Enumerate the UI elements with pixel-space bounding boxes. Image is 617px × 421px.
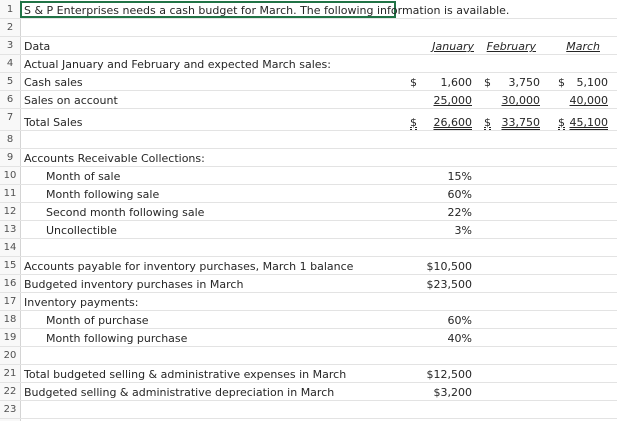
total-sales-mar[interactable]: 45,100 [569,116,608,129]
row-number[interactable]: 10 [3,170,17,181]
row-gridline [0,108,617,109]
sales-section-label[interactable]: Actual January and February and expected March sales: [24,58,331,71]
second-month-value[interactable]: 22% [447,206,472,219]
row-number[interactable]: 9 [6,152,14,163]
row-gridline [0,346,617,347]
title-cell[interactable]: S & P Enterprises needs a cash budget for March. The following information is available. [24,4,510,17]
row-number[interactable]: 4 [6,58,14,69]
row-number[interactable]: 11 [3,188,17,199]
inventory-purchases-value[interactable]: $23,500 [426,278,472,291]
row-gridline [0,220,617,221]
row-gridline [0,202,617,203]
sales-on-account-jan[interactable]: 25,000 [433,94,472,107]
row-gridline [0,418,617,419]
row-number[interactable]: 19 [3,332,17,343]
ar-collections-label[interactable]: Accounts Receivable Collections: [24,152,205,165]
row-gridline [0,292,617,293]
cash-sales-mar[interactable]: 5,100 [576,76,608,89]
sga-expenses-value[interactable]: $12,500 [426,368,472,381]
row-number[interactable]: 17 [3,296,17,307]
row-gridline [0,184,617,185]
row-gridline [0,130,617,131]
row-gridline [0,238,617,239]
row-gridline [0,148,617,149]
row-number[interactable]: 16 [3,278,17,289]
row-number[interactable]: 8 [6,134,14,145]
total-sales-mar-currency: $ [558,116,565,129]
cash-sales-jan[interactable]: 1,600 [440,76,472,89]
month-of-sale-label[interactable]: Month of sale [46,170,121,183]
row-gridline [0,256,617,257]
cash-sales-label[interactable]: Cash sales [24,76,83,89]
row-gridline [0,36,617,37]
sales-on-account-feb[interactable]: 30,000 [501,94,540,107]
month-following-sale-label[interactable]: Month following sale [46,188,160,201]
cash-sales-jan-currency: $ [410,76,417,89]
row-number[interactable]: 1 [6,4,14,15]
cash-sales-feb[interactable]: 3,750 [508,76,540,89]
row-number[interactable]: 22 [3,386,17,397]
sga-expenses-label[interactable]: Total budgeted selling & administrative expenses in March [24,368,347,381]
row-gridline [0,400,617,401]
sales-on-account-mar[interactable]: 40,000 [569,94,608,107]
ap-balance-label[interactable]: Accounts payable for inventory purchases, March 1 balance [24,260,354,273]
row-number[interactable]: 18 [3,314,17,325]
row-number[interactable]: 14 [3,242,17,253]
row-number[interactable]: 13 [3,224,17,235]
march-header[interactable]: March [566,40,600,53]
total-sales-feb-currency: $ [484,116,491,129]
total-sales-feb[interactable]: 33,750 [501,116,540,129]
inventory-purchases-label[interactable]: Budgeted inventory purchases in March [24,278,244,291]
row-gridline [0,166,617,167]
second-month-label[interactable]: Second month following sale [46,206,205,219]
row-gridline [0,310,617,311]
inventory-payments-label[interactable]: Inventory payments: [24,296,139,309]
row-number[interactable]: 2 [6,22,14,33]
row-number[interactable]: 15 [3,260,17,271]
row-gridline [0,72,617,73]
january-header[interactable]: January [432,40,474,53]
row-number[interactable]: 6 [6,94,14,105]
row-number[interactable]: 12 [3,206,17,217]
month-following-purchase-value[interactable]: 40% [447,332,472,345]
february-header[interactable]: February [486,40,536,53]
row-number[interactable]: 23 [3,404,17,415]
month-following-purchase-label[interactable]: Month following purchase [46,332,188,345]
uncollectible-label[interactable]: Uncollectible [46,224,117,237]
row-number[interactable]: 5 [6,76,14,87]
total-sales-label[interactable]: Total Sales [24,116,83,129]
data-header[interactable]: Data [24,40,51,53]
total-sales-jan[interactable]: 26,600 [433,116,472,129]
row-gridline [0,328,617,329]
cash-sales-feb-currency: $ [484,76,491,89]
month-following-sale-value[interactable]: 60% [447,188,472,201]
cash-sales-mar-currency: $ [558,76,565,89]
row-number[interactable]: 3 [6,40,14,51]
row-number[interactable]: 7 [6,112,14,123]
row-gridline [0,382,617,383]
sga-depreciation-label[interactable]: Budgeted selling & administrative depreciation in March [24,386,335,399]
ap-balance-value[interactable]: $10,500 [426,260,472,273]
sales-on-account-label[interactable]: Sales on account [24,94,118,107]
month-of-purchase-label[interactable]: Month of purchase [46,314,149,327]
row-number[interactable]: 21 [3,368,17,379]
month-of-purchase-value[interactable]: 60% [447,314,472,327]
month-of-sale-value[interactable]: 15% [447,170,472,183]
row-gridline [0,364,617,365]
row-number[interactable]: 20 [3,350,17,361]
row-gridline [0,90,617,91]
total-sales-jan-currency: $ [410,116,417,129]
row-gridline [0,54,617,55]
uncollectible-value[interactable]: 3% [454,224,472,237]
sga-depreciation-value[interactable]: $3,200 [433,386,472,399]
row-gridline [0,18,617,19]
row-gridline [0,274,617,275]
